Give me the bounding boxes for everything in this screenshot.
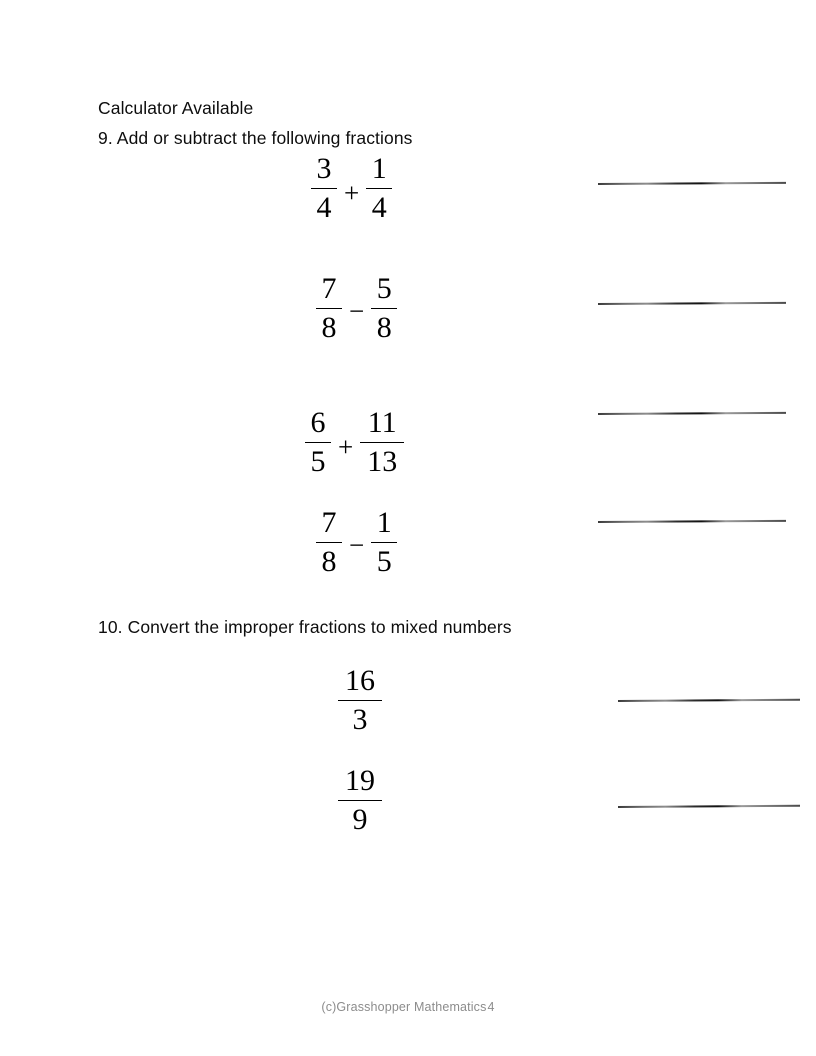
fraction-numerator: 3 — [316, 152, 332, 185]
fraction-bar — [305, 442, 331, 444]
fraction-numerator: 7 — [321, 272, 337, 305]
answer-line-5[interactable] — [618, 699, 800, 702]
fraction-denominator: 4 — [316, 191, 332, 225]
fraction-denominator: 4 — [371, 191, 387, 225]
answer-line-6[interactable] — [618, 805, 800, 808]
fraction-expression-2 — [316, 272, 397, 345]
answer-line-3[interactable] — [598, 412, 786, 415]
fraction-operand — [338, 664, 382, 737]
fraction-expression-4 — [316, 506, 397, 579]
fraction-numerator: 1 — [376, 506, 392, 539]
fraction-operand-right — [371, 272, 397, 345]
fraction-denominator: 3 — [352, 703, 368, 737]
question-9-prompt: 9. Add or subtract the following fractions — [98, 128, 413, 148]
fraction-operand — [338, 764, 382, 837]
fraction-denominator: 9 — [352, 803, 368, 837]
operator-symbol: − — [349, 295, 365, 326]
fraction-operand-right — [360, 406, 404, 479]
fraction-bar — [316, 308, 342, 310]
fraction-bar — [366, 188, 392, 190]
answer-line-2[interactable] — [598, 302, 786, 305]
answer-line-1[interactable] — [598, 182, 786, 185]
fraction-denominator: 8 — [321, 545, 337, 579]
fraction-operand-right — [371, 506, 397, 579]
fraction-bar — [311, 188, 337, 190]
fraction-bar — [360, 442, 404, 444]
fraction-numerator: 11 — [367, 406, 397, 439]
fraction-operand-left — [305, 406, 331, 479]
fraction-numerator: 19 — [345, 764, 375, 797]
page-footer — [0, 1000, 816, 1014]
fraction-numerator: 1 — [371, 152, 387, 185]
fraction-bar — [371, 308, 397, 310]
fraction-bar — [316, 542, 342, 544]
fraction-denominator: 8 — [376, 311, 392, 345]
operator-symbol: + — [344, 177, 360, 208]
fraction-bar — [371, 542, 397, 544]
improper-fraction-1 — [338, 664, 382, 737]
fraction-denominator: 8 — [321, 311, 337, 345]
fraction-numerator: 16 — [345, 664, 375, 697]
question-10-prompt: 10. Convert the improper fractions to mixed numbers — [98, 617, 512, 637]
fraction-bar — [338, 800, 382, 802]
fraction-bar — [338, 700, 382, 702]
fraction-numerator: 5 — [376, 272, 392, 305]
fraction-numerator: 7 — [321, 506, 337, 539]
fraction-expression-1 — [311, 152, 392, 225]
operator-symbol: + — [338, 431, 354, 462]
fraction-denominator: 5 — [310, 445, 326, 479]
answer-line-4[interactable] — [598, 520, 786, 523]
fraction-expression-3 — [305, 406, 404, 479]
fraction-numerator: 6 — [310, 406, 326, 439]
fraction-operand-left — [311, 152, 337, 225]
fraction-operand-left — [316, 506, 342, 579]
fraction-operand-right — [366, 152, 392, 225]
fraction-operand-left — [316, 272, 342, 345]
copyright-credit: (c)Grasshopper Mathematics — [321, 1000, 487, 1014]
fraction-denominator: 5 — [376, 545, 392, 579]
page-number: 4 — [487, 1000, 495, 1014]
fraction-denominator: 13 — [367, 445, 398, 479]
improper-fraction-2 — [338, 764, 382, 837]
operator-symbol: − — [349, 529, 365, 560]
calculator-available-note: Calculator Available — [98, 98, 254, 118]
